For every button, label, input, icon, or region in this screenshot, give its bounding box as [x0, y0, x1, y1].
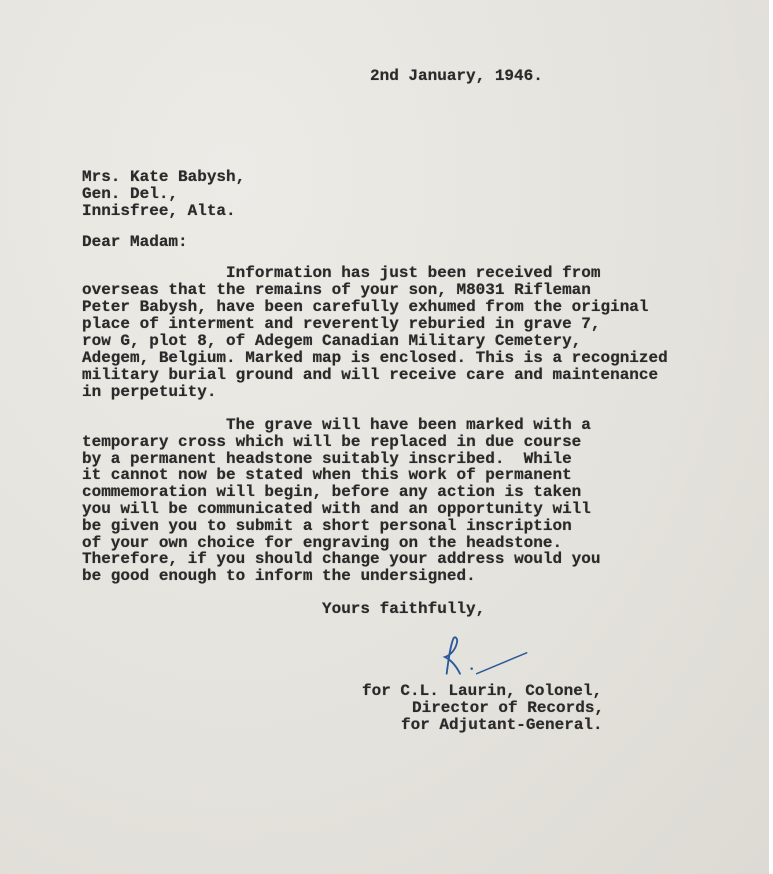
body-line: military burial ground and will receive care and maintenance [82, 366, 659, 384]
recipient-line-3: Innisfree, Alta. [82, 202, 236, 220]
body-line: commemoration will begin, before any action is taken [82, 483, 582, 502]
signature-name: for C.L. Laurin, Colonel, [362, 682, 603, 700]
body-line: it cannot now be stated when this work of permanent [82, 466, 572, 485]
signature-title: Director of Records, [412, 699, 605, 717]
body-line: Adegem, Belgium. Marked map is enclosed. This is a recognized [82, 349, 668, 367]
body-line: Therefore, if you should change your address would you [82, 550, 601, 569]
body-line: place of interment and reverently reburied in grave 7, [82, 315, 601, 333]
page-edge [769, 0, 773, 874]
body-line: temporary cross which will be replaced in due course [82, 432, 582, 451]
handwritten-signature [425, 632, 545, 682]
signature-office: for Adjutant-General. [401, 716, 603, 734]
recipient-line-2: Gen. Del., [82, 185, 179, 203]
paragraph-2 [82, 417, 600, 585]
body-line: by a permanent headstone suitably inscribed. While [82, 449, 572, 468]
paragraph-1 [82, 265, 668, 401]
body-line: you will be communicated with and an opportunity will [82, 499, 591, 518]
closing: Yours faithfully, [322, 600, 486, 618]
body-line: of your own choice for engraving on the headstone. [82, 533, 563, 552]
body-line: Peter Babysh, have been carefully exhumed from the original [82, 298, 649, 316]
salutation: Dear Madam: [82, 233, 188, 251]
letter-date: 2nd January, 1946. [370, 67, 543, 85]
body-line: Information has just been received from [82, 264, 601, 282]
body-line: row G, plot 8, of Adegem Canadian Military Cemetery, [82, 332, 582, 350]
body-line: overseas that the remains of your son, M8031 Rifleman [82, 281, 591, 299]
recipient-name: Mrs. Kate Babysh, [82, 168, 246, 186]
body-line: in perpetuity. [82, 383, 217, 401]
recipient-address [82, 169, 245, 220]
body-line: be good enough to inform the undersigned. [82, 567, 476, 586]
body-line: be given you to submit a short personal inscription [82, 516, 572, 535]
body-line: The grave will have been marked with a [82, 416, 591, 434]
